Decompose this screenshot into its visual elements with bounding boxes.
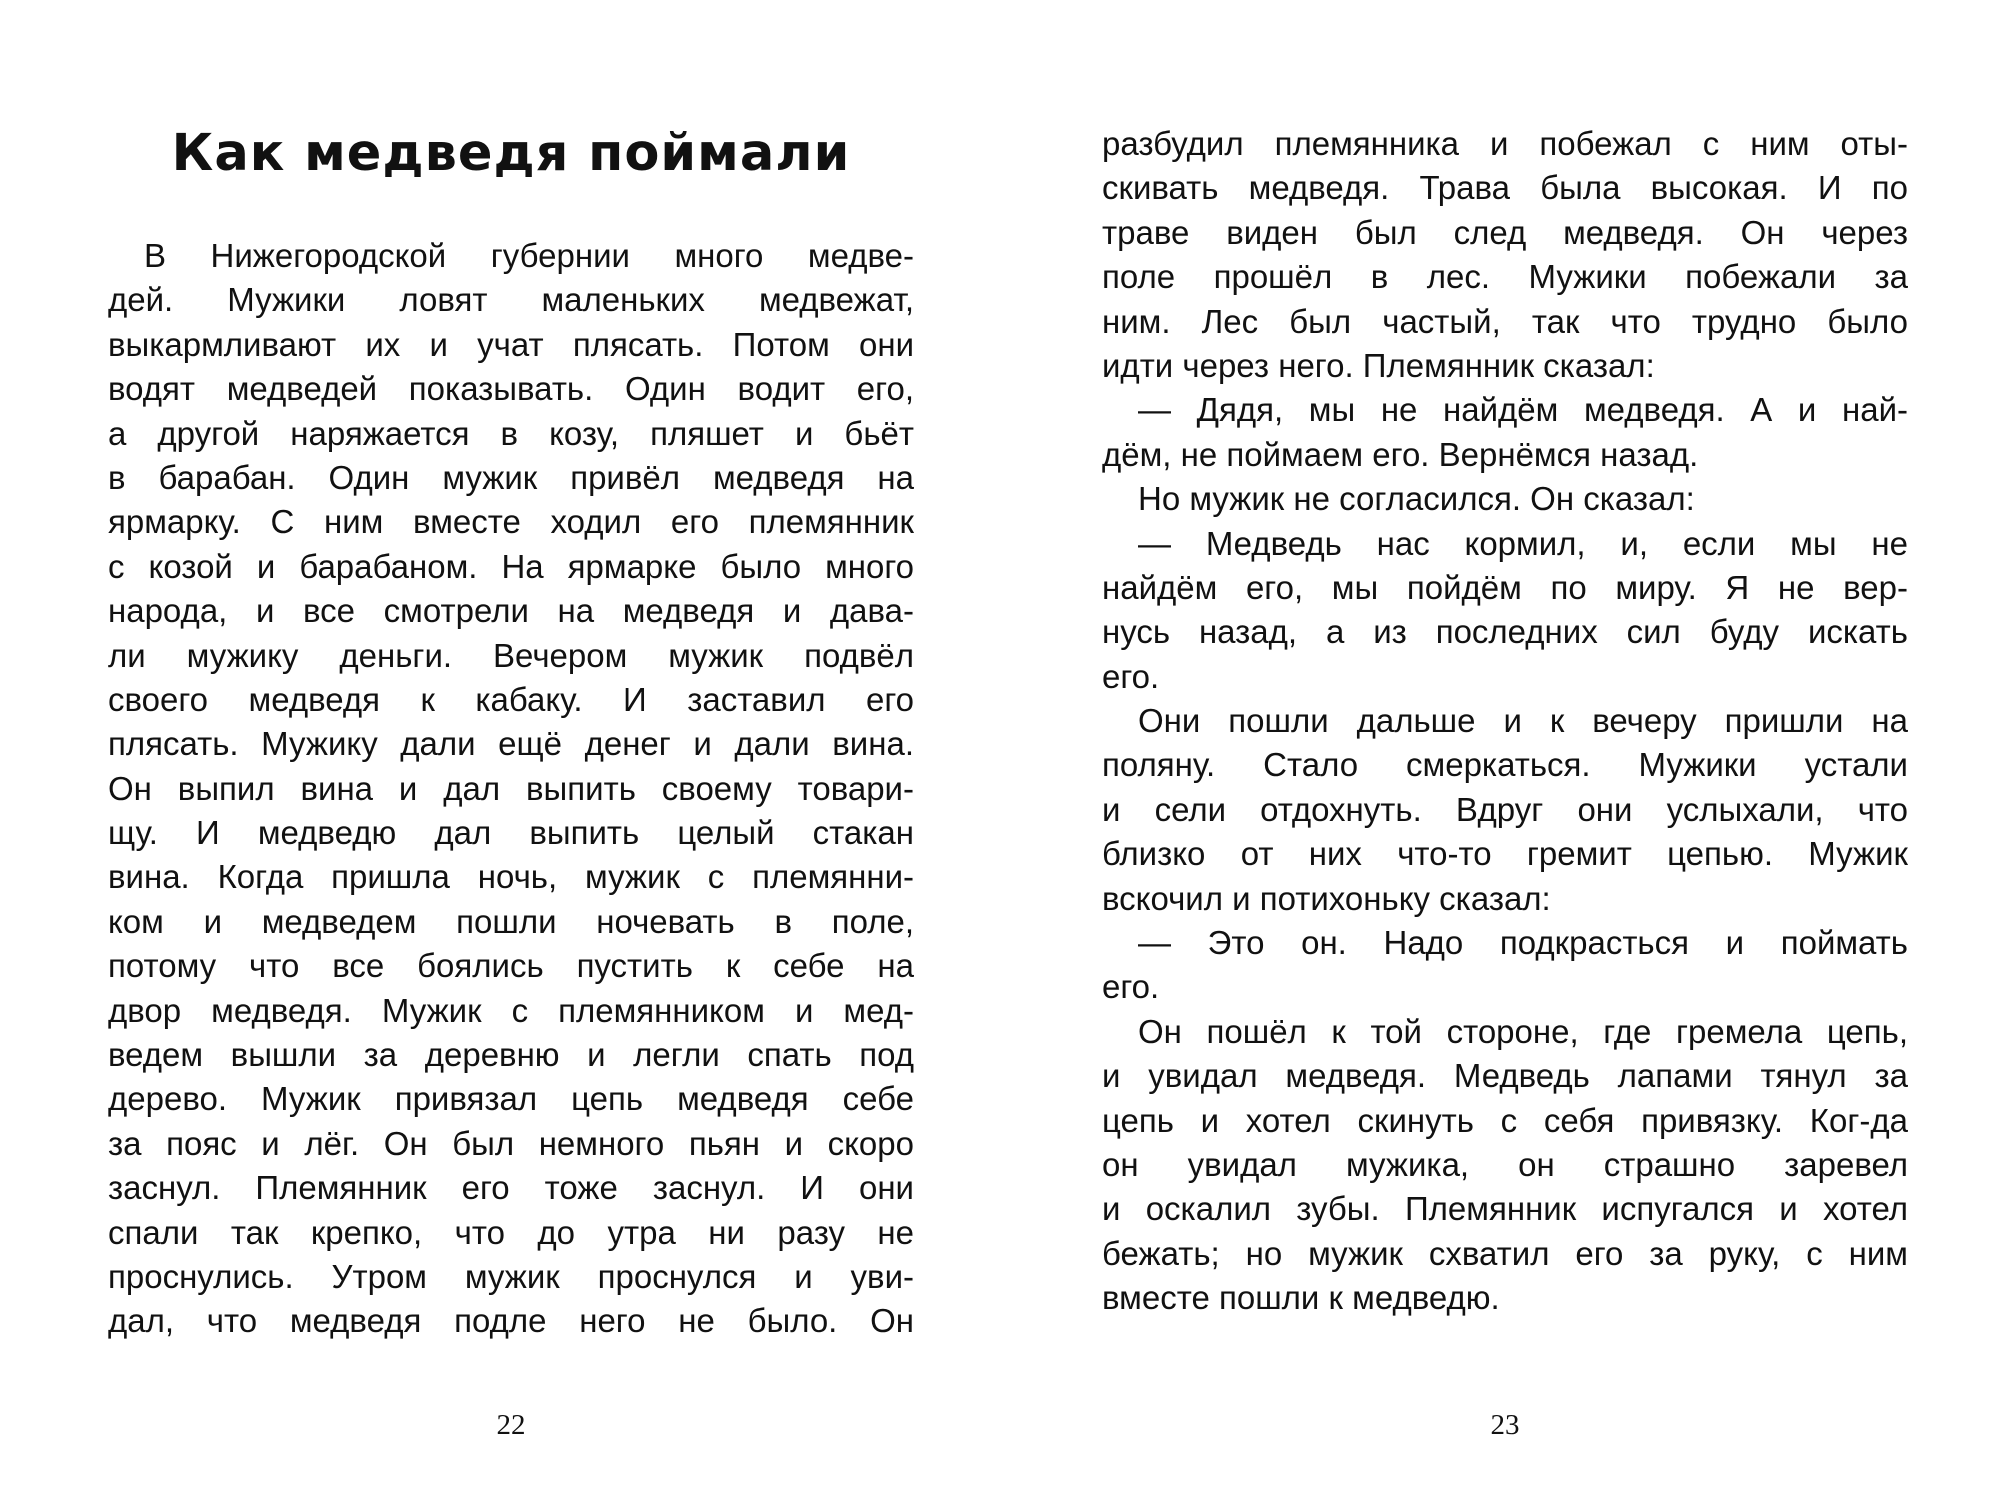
text-line: плясать. Мужику дали ещё денег и дали вина. <box>108 725 914 763</box>
text-line: дём, не поймаем его. Вернёмся назад. <box>1102 435 1699 473</box>
text-line: его. <box>1102 657 1160 695</box>
text-line: вина. Когда пришла ночь, мужик с племянни- <box>108 858 914 896</box>
text-line: поляну. Стало смеркаться. Мужики устали <box>1102 746 1908 784</box>
text-line: вскочил и потихоньку сказал: <box>1102 879 1551 917</box>
text-line: выкармливают их и учат плясать. Потом они <box>108 325 914 363</box>
text-line: В Нижегородской губернии много медве- <box>144 237 914 274</box>
text-line: найдём его, мы пойдём по миру. Я не вер- <box>1102 568 1908 606</box>
right-page-text <box>1102 122 1908 1321</box>
text-line: ним. Лес был частый, так что трудно было <box>1102 302 1908 340</box>
text-line: ком и медведем пошли ночевать в поле, <box>108 902 914 940</box>
story-title: Как медведя поймали <box>171 124 851 183</box>
text-line: поле прошёл в лес. Мужики побежали за <box>1102 258 1908 296</box>
dialogue-line: — Дядя, мы не найдём медведя. А и най- <box>1138 391 1908 429</box>
right-page <box>1102 0 1908 1500</box>
text-line: ярмарку. С ним вместе ходил его племянник <box>108 503 914 541</box>
text-line: его. <box>1102 968 1160 1006</box>
text-line: разбудил племянника и побежал с ним оты- <box>1102 125 1908 162</box>
text-line: и оскалил зубы. Племянник испугался и хотел <box>1102 1190 1908 1228</box>
left-page-text <box>108 234 914 1344</box>
text-line: своего медведя к кабаку. И заставил его <box>108 680 914 718</box>
text-line: Он пошёл к той стороне, где гремела цепь, <box>1138 1012 1908 1050</box>
text-line: дал, что медведя подле него не было. Он <box>108 1302 914 1340</box>
dialogue-line: — Это он. Надо подкрасться и поймать <box>1138 924 1908 962</box>
text-line: он увидал мужика, он страшно заревел <box>1102 1145 1908 1183</box>
text-line: Но мужик не согласился. Он сказал: <box>1138 480 1695 518</box>
text-line: а другой наряжается в козу, пляшет и бьёт <box>108 414 914 452</box>
text-line: близко от них что-то гремит цепью. Мужик <box>1102 835 1908 873</box>
text-line: в барабан. Один мужик привёл медведя на <box>108 458 914 496</box>
text-line: нусь назад, а из последних сил буду искать <box>1102 613 1908 651</box>
text-line: проснулись. Утром мужик проснулся и уви- <box>108 1257 914 1295</box>
text-line: потому что все боялись пустить к себе на <box>108 947 914 985</box>
text-line: цепь и хотел скинуть с себя привязку. Ког-да <box>1102 1101 1908 1139</box>
text-line: траве виден был след медведя. Он через <box>1102 213 1908 251</box>
page-number: 22 <box>496 1409 526 1441</box>
text-line: идти через него. Племянник сказал: <box>1102 346 1655 384</box>
dialogue-line: — Медведь нас кормил, и, если мы не <box>1138 524 1908 562</box>
text-line: Он выпил вина и дал выпить своему товари- <box>108 769 914 807</box>
text-line: скивать медведя. Трава была высокая. И по <box>1102 169 1908 207</box>
text-line: с козой и барабаном. На ярмарке было много <box>108 547 914 585</box>
text-line: бежать; но мужик схватил его за руку, с ним <box>1102 1234 1908 1272</box>
text-line: дерево. Мужик привязал цепь медведя себе <box>108 1080 914 1118</box>
page-number: 23 <box>1490 1409 1520 1441</box>
text-line: и увидал медведя. Медведь лапами тянул за <box>1102 1057 1908 1095</box>
text-line: ли мужику деньги. Вечером мужик подвёл <box>108 636 914 674</box>
text-line: за пояс и лёг. Он был немного пьян и скоро <box>108 1124 914 1162</box>
text-line: спали так крепко, что до утра ни разу не <box>108 1213 914 1251</box>
text-line: ведем вышли за деревню и легли спать под <box>108 1036 914 1074</box>
text-line: дей. Мужики ловят маленьких медвежат, <box>108 281 914 319</box>
text-line: щу. И медведю дал выпить целый стакан <box>108 814 914 852</box>
text-line: и сели отдохнуть. Вдруг они услыхали, что <box>1102 790 1908 828</box>
text-line: водят медведей показывать. Один водит его, <box>108 370 914 408</box>
text-line: заснул. Племянник его тоже заснул. И они <box>108 1169 914 1207</box>
text-line: народа, и все смотрели на медведя и дава- <box>108 592 914 630</box>
text-line: двор медведя. Мужик с племянником и мед- <box>108 991 914 1029</box>
text-line: вместе пошли к медведю. <box>1102 1279 1500 1317</box>
left-page <box>108 0 914 1500</box>
text-line: Они пошли дальше и к вечеру пришли на <box>1138 702 1908 740</box>
